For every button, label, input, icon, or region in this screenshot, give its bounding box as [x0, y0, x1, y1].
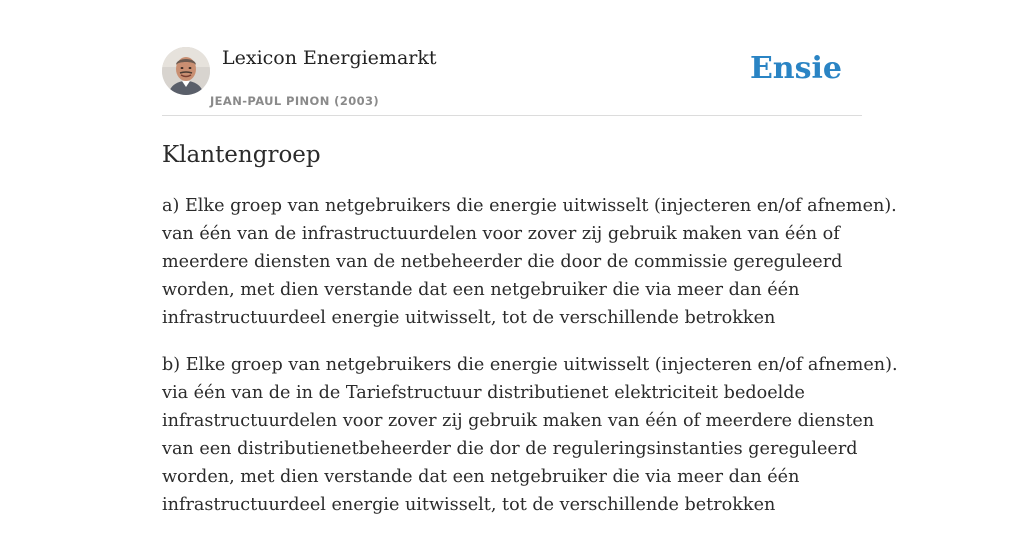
- definition-line: infrastructuurdeel energie uitwisselt, tot de verschillende betrokken: [162, 495, 776, 515]
- definition-line: meerdere diensten van de netbeheerder die door de commissie gereguleerd: [162, 252, 843, 272]
- definition-line: infrastructuurdeel energie uitwisselt, tot de verschillende betrokken: [162, 308, 776, 328]
- author-portrait-icon: [162, 47, 210, 95]
- definition-line: infrastructuurdelen voor zover zij gebruik maken van één of meerdere diensten: [162, 411, 875, 431]
- dictionary-title[interactable]: Lexicon Energiemarkt: [222, 47, 437, 69]
- definition-line: van een distributienetbeheerder die dor de reguleringsinstanties gereguleerd: [162, 439, 858, 459]
- entry-header: [162, 0, 862, 116]
- definitions-list: [162, 192, 898, 538]
- definition-line: a) Elke groep van netgebruikers die energie uitwisselt (injecteren en/of afnemen).: [162, 196, 897, 216]
- definition-line: worden, met dien verstande dat een netgebruiker die via meer dan één: [162, 280, 800, 300]
- author-name[interactable]: JEAN-PAUL PINON (2003): [210, 94, 380, 108]
- definition-b: [162, 351, 898, 519]
- definition-line: b) Elke groep van netgebruikers die energie uitwisselt (injecteren en/of afnemen).: [162, 355, 898, 375]
- author-avatar[interactable]: [162, 47, 210, 95]
- definition-line: worden, met dien verstande dat een netgebruiker die via meer dan één: [162, 467, 800, 487]
- brand-logo[interactable]: Ensie: [749, 51, 842, 86]
- definition-line: via één van de in de Tariefstructuur distributienet elektriciteit bedoelde: [162, 383, 805, 403]
- definition-a: [162, 192, 897, 332]
- entry-card: [162, 0, 898, 515]
- term-title: Klantengroep: [162, 142, 321, 168]
- definition-line: van één van de infrastructuurdelen voor zover zij gebruik maken van één of: [162, 224, 840, 244]
